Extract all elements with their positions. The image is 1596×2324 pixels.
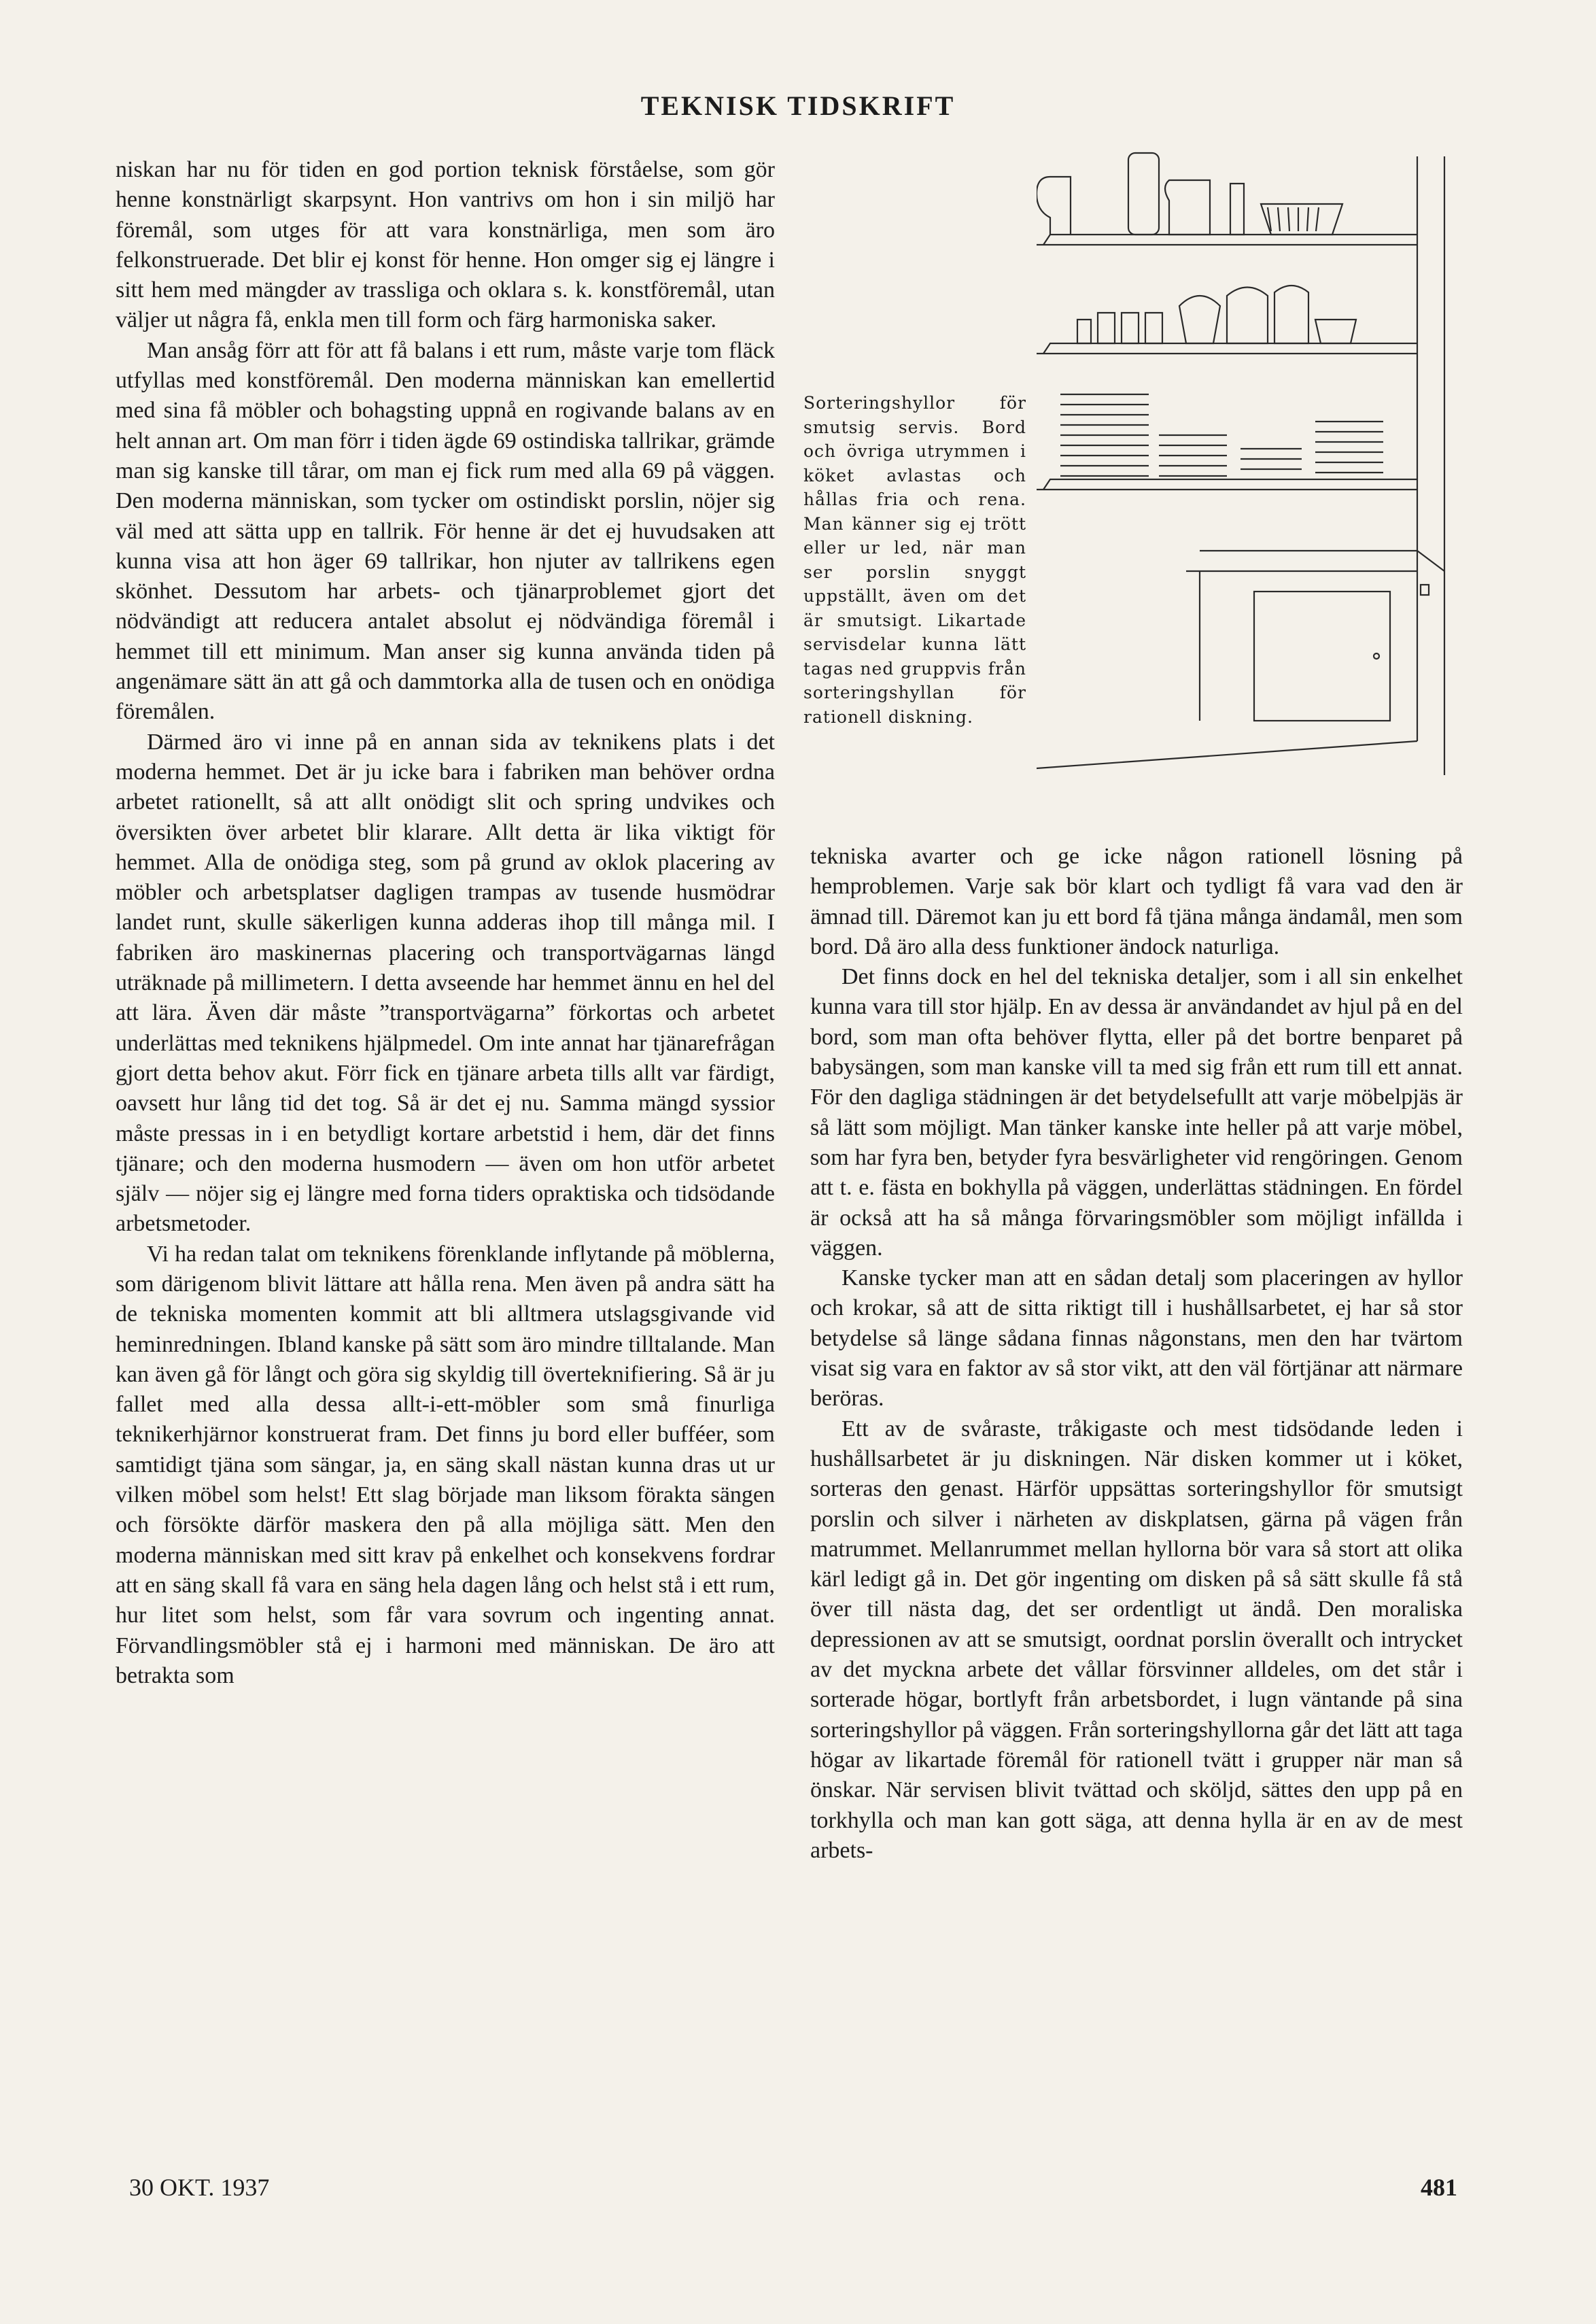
issue-date: 30 OKT. 1937 — [129, 2174, 270, 2201]
figure-caption: Sorteringshyllor för smutsig servis. Bord och övriga utrymmen i köket avlastas och hållas fria och rena. Man känner sig ej trött eller ur led, när man ser porslin snyggt uppställt, även om det är smutsigt. Likartade servisdelar kunna lätt tagas ned gruppvis från sorteringshyllan för rationell diskning. — [803, 393, 1026, 727]
left-column — [116, 155, 775, 1691]
page-header: TEKNISK TIDSKRIFT — [640, 90, 956, 121]
left-paragraph-1: niskan har nu för tiden en god portion teknisk förståelse, som gör henne konstnärligt skarpsynt. Hon vantrivs om hon i sin miljö har föremål, som utges för att vara konstnärliga, men som äro felkonstruerade. Det blir ej konst för henne. Hon omger sig ej längre i sitt hem med mängder av trassliga och oklara s. k. konstföremål, utan väljer ut några få, enkla men till form och färg harmoniska saker. — [116, 157, 775, 333]
right-column — [810, 842, 1463, 1866]
right-paragraph-1: tekniska avarter och ge icke någon rationell lösning på hemproblemen. Varje sak bör klart och tydligt få vara vad den är ämnad till. Däremot kan ju ett bord få tjäna många ändamål, men som bord. Då äro alla dess funktioner ändock naturliga. — [810, 844, 1463, 959]
left-paragraph-2: Man ansåg förr att för att få balans i ett rum, måste varje tom fläck utfyllas med konstföremål. Den moderna människan kan emellertid med sina få möbler och bohagsting uppnå en rogivande balans av en helt annan art. Om man förr i tiden ägde 69 ostindiska tallrikar, grämde man sig kanske till tårar, om man ej fick rum med alla 69 på väggen. Den moderna människan, som tycker om ostindiskt porslin, nöjer sig väl med att sätta upp en tallrik. För henne är det ej huvudsaken att kunna visa att hon äger 69 tallrikar, hon njuter av tallrikens egen skönhet. Dessutom har arbets- och tjänarproblemet gjort det nödvändigt att reducera antalet absolut ej nödvändiga föremål i hemmet till ett minimum. Man anser sig kunna använda tiden på angenämare sätt än att gå och dammtorka alla de tusen och en onödiga föremålen. — [116, 337, 775, 725]
left-paragraph-3: Därmed äro vi inne på en annan sida av teknikens plats i det moderna hemmet. Det är ju icke bara i fabriken man behöver ordna arbetet rationellt, så att allt onödigt slit och spring undvikes och översikten över arbetet blir klarare. Allt detta är lika viktigt för hemmet. Alla de onödiga steg, som på grund av oklok placering av möbler och arbetsplatser dagligen trampas av tusende husmödrar landet runt, skulle säkerligen kunna adderas ihop till många mil. I fabriken äro maskinernas placering och transportvägarnas längd uträknade på millimetern. I detta avseende har hemmet ännu en hel del att lära. Även där måste ”transportvägarna” förkortas och arbetet underlättas med teknikens hjälpmedel. Om inte annat har tjänarefrågan gjort detta behov akut. Förr fick en tjänare arbeta tills allt var färdigt, oavsett hur lång tid det tog. Så är det ej nu. Samma mängd syssior måste pressas in i en betydligt kortare arbetstid i hem, där det finns tjänare; och den moderna husmodern — även om hon utför arbetet själv — nöjer sig ej längre med forna tiders opraktiska och tidsödande arbetsmetoder. — [116, 729, 775, 1237]
right-paragraph-2: Det finns dock en hel del tekniska detaljer, som i all sin enkelhet kunna vara till stor hjälp. En av dessa är användandet av hjul på en del bord, som man ofta behöver flytta, eller på det bortre benparet på babysängen, som man kanske vill ta med sig från ett rum till ett annat. För den dagliga städningen är det betydelsefullt att varje möbelpjäs är så lätt som möjligt. Man tänker kanske inte heller på att varje möbel, som har fyra ben, betyder fyra besvärligheter vid rengöringen. Genom att t. e. fästa en bokhylla på väggen, underlättas städningen. En fördel är också att ha så många förvaringsmöbler som möjligt infällda i väggen. — [810, 964, 1463, 1261]
right-paragraph-3: Kanske tycker man att en sådan detalj som placeringen av hyllor och krokar, så att de sitta riktigt till i hushållsarbetet, ej har så stor betydelse så länge sådana finnas någonstans, men den har tvärtom visat sig vara en faktor av så stor vikt, att den väl förtjänar att närmare beröras. — [810, 1265, 1463, 1412]
kitchen-shelves-illustration — [1037, 150, 1458, 775]
page-number: 481 — [1421, 2174, 1457, 2201]
right-paragraph-4: Ett av de svåraste, tråkigaste och mest tidsödande leden i hushållsarbetet är ju diskningen. När disken kommer ut i köket, sorteras den genast. Härför uppsättas sorteringshyllor för smutsigt porslin och silver i närheten av diskplatsen, gärna på vägen från matrummet. Mellanrummet mellan hyllorna bör vara så stort att olika kärl ledigt gå in. Det gör ingenting om disken på så sätt skulle få stå över till nästa dag, det ser ordentligt ut ändå. Den moraliska depressionen av att se smutsigt, oordnat porslin överallt och intrycket av det myckna arbete det vållar försvinner alldeles, om det står i sorterade högar, bortlyft från arbetsbordet, i lugn väntande på sina sorteringshyllor på väggen. Från sorteringshyllorna går det lätt att taga högar av likartade föremål för rationell tvätt i grupper när man så önskar. När servisen blivit tvättad och sköljd, sättes den upp på en torkhylla och man kan gott säga, att denna hylla är en av de mest arbets- — [810, 1416, 1463, 1863]
left-paragraph-4: Vi ha redan talat om teknikens förenklande inflytande på möblerna, som därigenom blivit lättare att hålla rena. Men även på andra sätt ha de tekniska momenten kommit att bli alltmera utslagsgivande vid heminredningen. Ibland kanske på sätt som äro mindre tilltalande. Man kan även gå för långt och göra sig skyldig till överteknifiering. Så är ju fallet med alla dessa allt-i-ett-möbler som små finurliga teknikerhjärnor konstruerat fram. Det finns ju bord eller bufféer, som samtidigt tjäna som sängar, ja, en säng skall nästan kunna dras ut ur vilken möbel som helst! Ett slag började man liksom förakta sängen och försökte därför maskera den på alla möjliga sätt. Men den moderna människan med sitt krav på enkelhet och konsekvens fordrar att en säng skall få vara en säng hela dagen lång och helst stå i ett rum, hur litet som helst, som får vara sovrum och ingenting annat. Förvandlingsmöbler stå ej i harmoni med människan. De äro att betrakta som — [116, 1241, 775, 1688]
